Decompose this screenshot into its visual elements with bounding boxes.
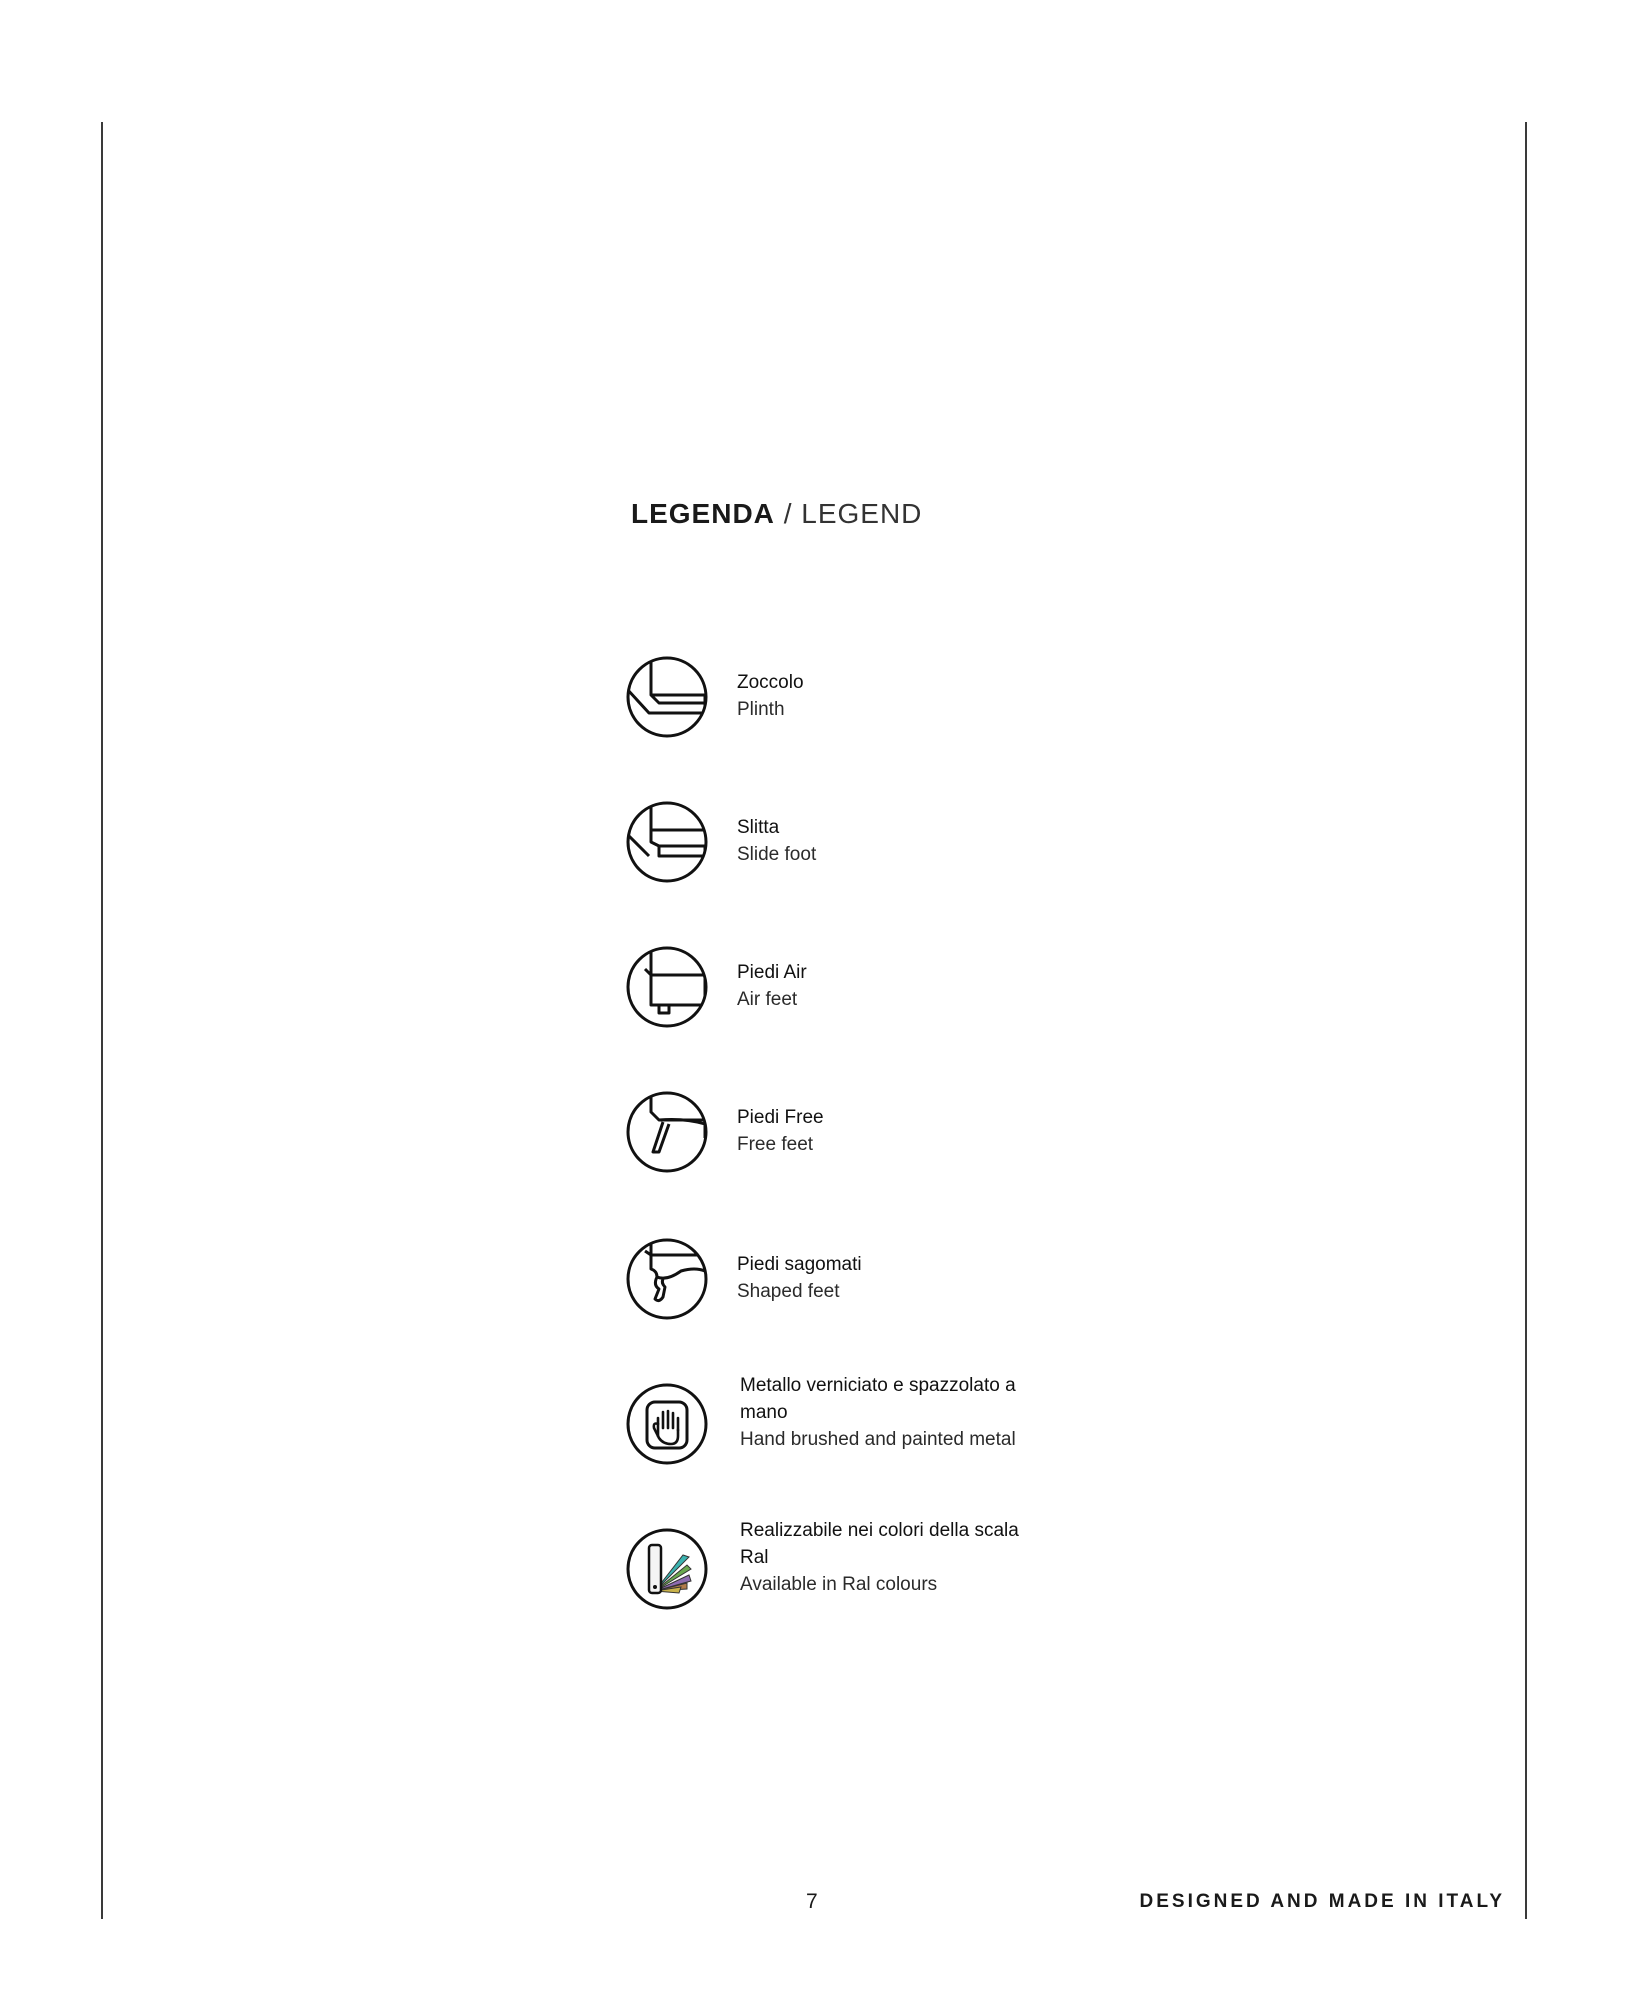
legend-label-italian: Zoccolo [737, 672, 804, 693]
left-margin-rule [101, 122, 103, 1919]
legend-label-english: Hand brushed and painted metal [740, 1429, 1016, 1450]
legend-label-english: Free feet [737, 1134, 814, 1155]
legend-label-english: Plinth [737, 699, 785, 720]
legend-item-plinth [625, 655, 1125, 745]
plinth-icon [625, 655, 709, 739]
legend-label-italian: Realizzabile nei colori della scala Ral [740, 1520, 1019, 1568]
air-feet-icon [625, 945, 709, 1029]
ral-color-fan-icon [625, 1527, 709, 1611]
legend-label-english: Air feet [737, 989, 798, 1010]
title-english: LEGEND [801, 498, 923, 529]
legend-label-italian: Metallo verniciato e spazzolato a mano [740, 1375, 1016, 1423]
title-italian: LEGENDA [631, 498, 775, 529]
footer-tagline: DESIGNED AND MADE IN ITALY [1139, 1891, 1505, 1912]
legend-label-english: Shaped feet [737, 1281, 840, 1302]
legend-item-hand-brushed-metal [625, 1375, 1125, 1472]
legend-label-italian: Piedi Air [737, 962, 807, 983]
legend-item-free-feet [625, 1090, 1125, 1180]
page-number: 7 [806, 1890, 818, 1913]
shaped-feet-icon [625, 1237, 709, 1321]
legend-label-italian: Piedi Free [737, 1107, 824, 1128]
legend-item-shaped-feet [625, 1237, 1125, 1327]
legend-item-ral-colours [625, 1520, 1125, 1617]
legend-item-slide-foot [625, 800, 1125, 890]
page-title [631, 498, 922, 530]
hand-icon [625, 1382, 709, 1466]
legend-label-english: Available in Ral colours [740, 1574, 938, 1595]
slide-foot-icon [625, 800, 709, 884]
legend-item-air-feet [625, 945, 1125, 1035]
right-margin-rule [1525, 122, 1527, 1919]
legend-label-italian: Piedi sagomati [737, 1254, 862, 1275]
legend-label-english: Slide foot [737, 844, 817, 865]
title-separator: / [783, 498, 793, 529]
free-feet-icon [625, 1090, 709, 1174]
legend-label-italian: Slitta [737, 817, 780, 838]
